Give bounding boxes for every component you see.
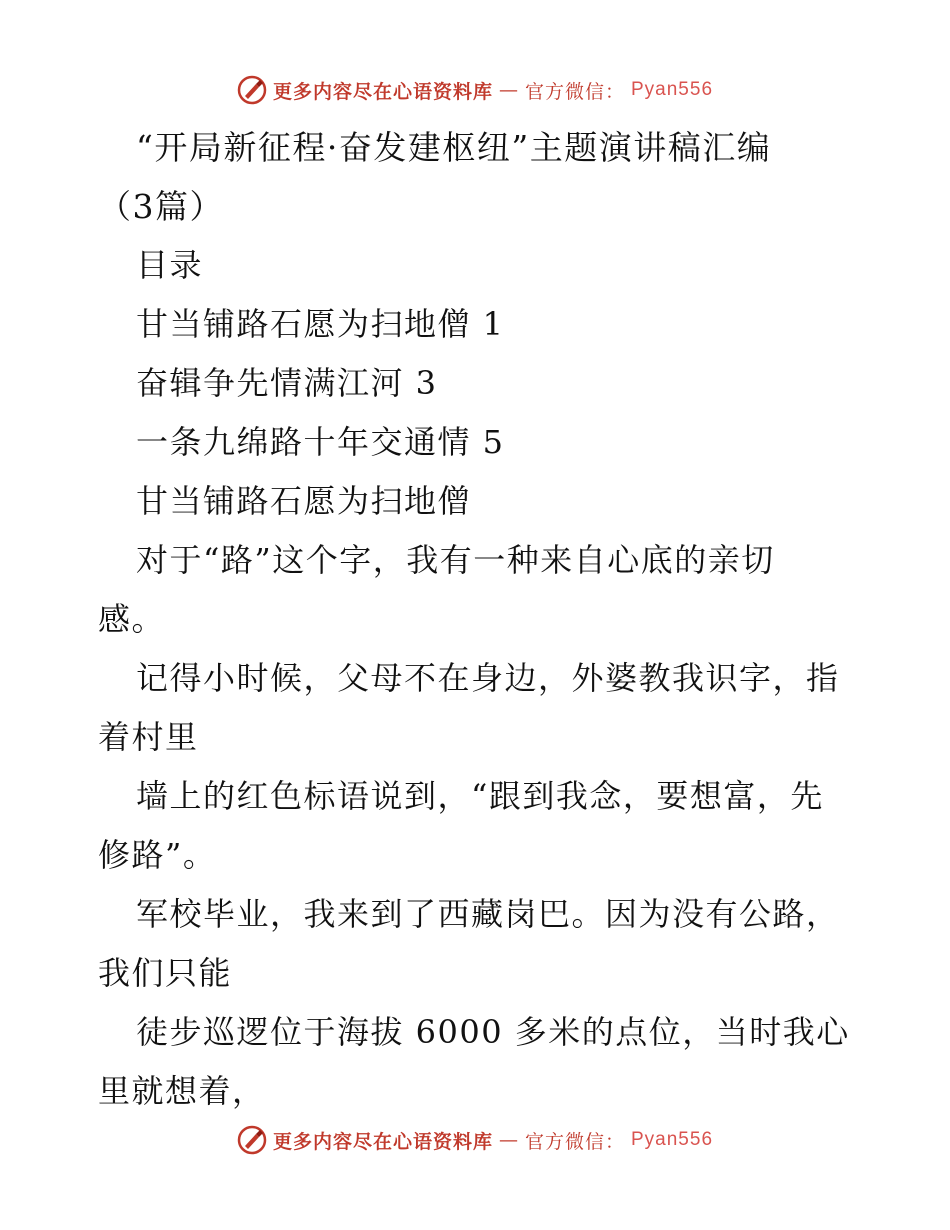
paragraph-line: 感。 xyxy=(98,600,166,638)
section-title: 甘当铺路石愿为扫地僧 xyxy=(136,482,472,520)
watermark-text: 更多内容尽在心语资料库 xyxy=(272,1130,493,1153)
watermark-wechat-id: Pyan556 xyxy=(631,1129,714,1150)
document-title-continuation: （3篇） xyxy=(98,187,224,226)
watermark-wechat-label: 官方微信： xyxy=(524,1130,625,1153)
watermark-separator: — xyxy=(498,79,519,101)
paragraph-line: 我们只能 xyxy=(98,954,233,992)
toc-item: 奋辑争先情满江河 3 xyxy=(136,364,438,402)
paragraph-line: 军校毕业，我来到了西藏岗巴。因为没有公路， xyxy=(136,895,840,933)
paragraph-line: 修路”。 xyxy=(98,836,217,874)
toc-heading: 目录 xyxy=(136,246,204,284)
watermark-content xyxy=(237,75,713,105)
paragraph-line: 着村里 xyxy=(98,718,199,756)
document-title: “开局新征程·奋发建枢纽”主题演讲稿汇编 xyxy=(136,128,772,167)
watermark-content xyxy=(237,1125,713,1155)
watermark-wechat-label: 官方微信： xyxy=(524,80,625,103)
watermark-banner-top xyxy=(0,70,950,110)
watermark-separator: — xyxy=(498,1129,519,1151)
paragraph-line: 对于“路”这个字，我有一种来自心底的亲切 xyxy=(136,541,775,579)
watermark-banner-bottom xyxy=(0,1120,950,1160)
paragraph-line: 徒步巡逻位于海拔 6000 多米的点位，当时我心 xyxy=(136,1013,850,1051)
pen-logo-icon xyxy=(237,75,267,105)
paragraph-line: 里就想着， xyxy=(98,1072,266,1110)
watermark-text: 更多内容尽在心语资料库 xyxy=(272,80,493,103)
document-body xyxy=(98,118,858,1121)
paragraph-line: 墙上的红色标语说到，“跟到我念，要想富，先 xyxy=(136,777,824,815)
paragraph-line: 记得小时候，父母不在身边，外婆教我识字，指 xyxy=(136,659,840,697)
pen-logo-icon xyxy=(237,1125,267,1155)
watermark-wechat-id: Pyan556 xyxy=(631,79,714,100)
toc-item: 甘当铺路石愿为扫地僧 1 xyxy=(136,305,505,343)
toc-item: 一条九绵路十年交通情 5 xyxy=(136,423,505,461)
